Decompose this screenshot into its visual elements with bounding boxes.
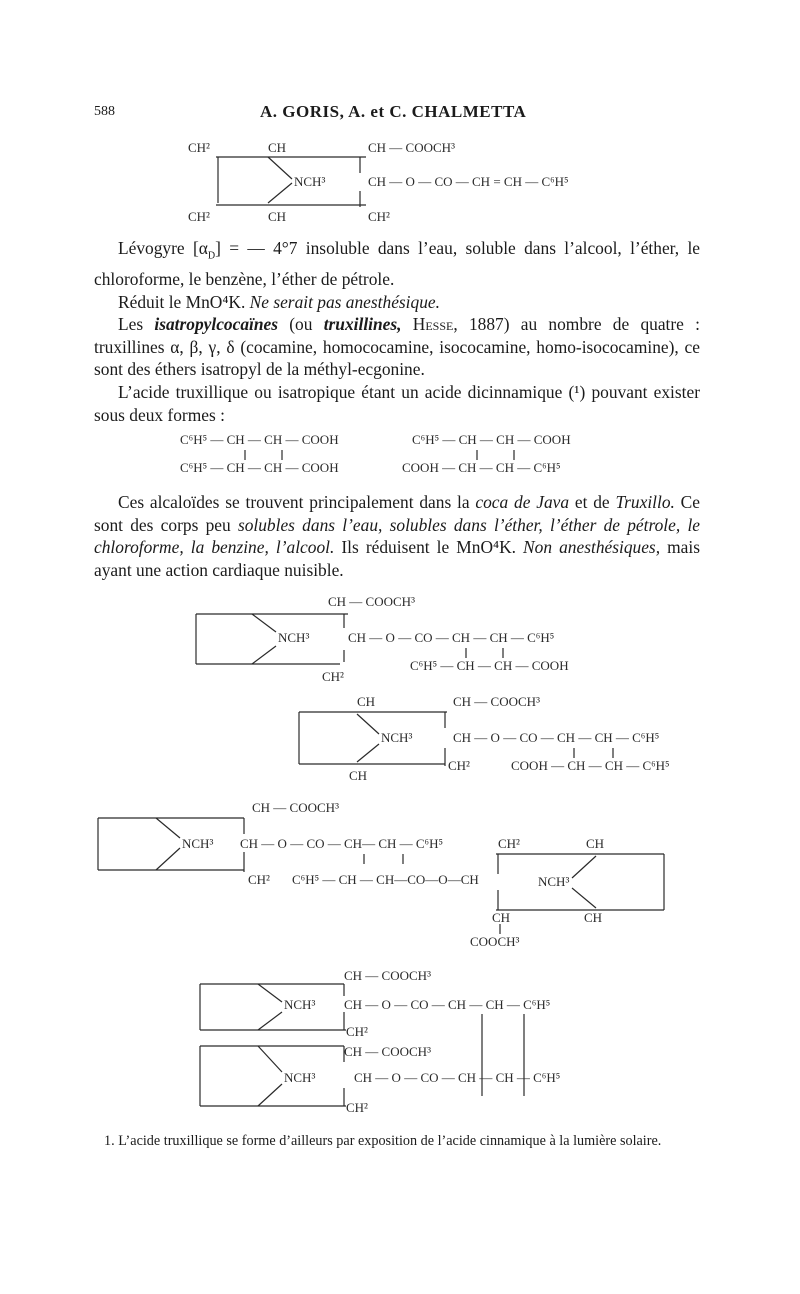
bond-line — [252, 646, 276, 664]
bond-line — [258, 984, 282, 1002]
truxillic-b-line2: COOH — CH — CH — C⁶H⁵ — [402, 460, 561, 475]
f2-top: CH — COOCH³ — [328, 594, 415, 609]
bond-line — [268, 183, 292, 203]
f5-mid1: CH — O — CO — CH — CH — C⁶H⁵ — [344, 997, 551, 1012]
f2-ch2: CH² — [322, 669, 344, 684]
f4-mid: CH — O — CO — CH— CH — C⁶H⁵ — [240, 836, 443, 851]
f4-ch2: CH² — [248, 872, 270, 887]
truxillic-a-line2: C⁶H⁵ — CH — CH — COOH — [180, 460, 339, 475]
f4-low: C⁶H⁵ — CH — CH—CO—O—CH — [292, 872, 479, 887]
body-text-2 — [94, 491, 700, 581]
bond-line — [357, 744, 379, 762]
f5-top2: CH — COOCH³ — [344, 1044, 431, 1059]
running-title: A. GORIS, A. et C. CHALMETTA — [260, 102, 527, 121]
formula-truxilline-5 — [196, 962, 636, 1120]
bond-line — [156, 818, 180, 838]
formula-truxilline-2 — [190, 592, 640, 688]
f1-ch2-top-left: CH² — [188, 140, 210, 155]
f5-nch3-1: NCH³ — [284, 997, 316, 1012]
paragraph-isatropylcocaines: Les isatropylcocaïnes (ou truxillines, Hesse, 1887) au nombre de quatre : truxillines α, β, γ, δ (cocamine, homococamine, isococamine, homo-isococamine), ce sont des éthers isatropyl de la méthyl-ecgonine. — [94, 314, 700, 380]
f3-mid: CH — O — CO — CH — CH — C⁶H⁵ — [453, 730, 660, 745]
truxillic-a-line1: C⁶H⁵ — CH — CH — COOH — [180, 432, 339, 447]
bond-line — [156, 848, 180, 870]
f3-ch-tl: CH — [357, 694, 376, 709]
f5-ch2b: CH² — [346, 1100, 368, 1115]
f3-ch2: CH² — [448, 758, 470, 773]
f1-ch-bottom: CH — [268, 209, 287, 224]
paragraph-levogyre: Lévogyre $[\alpha_D]$ = — 4°7 insoluble dans l’eau, soluble dans l’alcool, l’éther, le chloroforme, le benzène, l’éther de pétrole. — [94, 238, 700, 290]
bond-line — [258, 1084, 282, 1106]
bond-line — [268, 157, 292, 179]
f1-ester-chain: CH — O — CO — CH = CH — C⁶H⁵ — [368, 174, 569, 189]
formula-tropacocaine-cinnamyl — [170, 135, 650, 235]
f1-ch2-bottom-left: CH² — [188, 209, 210, 224]
f3-top: CH — COOCH³ — [453, 694, 540, 709]
paragraph-alcaloides: Ces alcaloïdes se trouvent principalement dans la coca de Java et de Truxillo. Ce sont des corps peu solubles dans l’eau, solubles dans l’éther, l’éther de pétrole, le chloroforme, la benzine, l’alcool. Ils réduisent le MnO⁴K. Non anesthésiques, mais ayant une action cardiaque nuisible. — [94, 492, 700, 580]
bond-line — [258, 1012, 282, 1030]
f2-low: C⁶H⁵ — CH — CH — COOH — [410, 658, 569, 673]
page-number: 588 — [94, 104, 115, 119]
f5-mid2: CH — O — CO — CH — CH — C⁶H⁵ — [354, 1070, 561, 1085]
f4-top: CH — COOCH³ — [252, 800, 339, 815]
paragraph-reduit: Réduit le MnO⁴K. Ne serait pas anesthésique. — [118, 291, 440, 312]
f5-nch3-2: NCH³ — [284, 1070, 316, 1085]
f5-ch2a: CH² — [346, 1024, 368, 1039]
footnote — [94, 1132, 700, 1151]
f3-low: COOH — CH — CH — C⁶H⁵ — [511, 758, 670, 773]
f4-ring-ch-br: CH — [584, 910, 603, 925]
paragraph-acide-truxillique: L’acide truxillique ou isatropique étant un acide dicinnamique (¹) pouvant exister sous deux formes : — [94, 382, 700, 425]
f1-ester-top: CH — COOCH³ — [368, 140, 455, 155]
f2-nch3: NCH³ — [278, 630, 310, 645]
footnote-1: 1. L’acide truxillique se forme d’ailleurs par exposition de l’acide cinnamique à la lumière solaire. — [104, 1133, 662, 1149]
truxillic-b-line1: C⁶H⁵ — CH — CH — COOH — [412, 432, 571, 447]
bond-line — [252, 614, 276, 632]
f4-ring-ch-bl: CH — [492, 910, 511, 925]
f4-ring-ch2: CH² — [498, 836, 520, 851]
f4-ring-ch: CH — [586, 836, 605, 851]
formula-truxilline-3 — [295, 690, 695, 786]
formula-truxillic-acid-forms — [180, 430, 640, 478]
f4-ring-cooch3: COOCH³ — [470, 934, 520, 949]
bond-line — [258, 1046, 282, 1072]
f1-ch2-bottom: CH² — [368, 209, 390, 224]
f4-nch3: NCH³ — [182, 836, 214, 851]
bond-line — [357, 714, 379, 734]
bond-line — [572, 888, 596, 908]
f5-top1: CH — COOCH³ — [344, 968, 431, 983]
f4-ring-nch3: NCH³ — [538, 874, 570, 889]
f1-ch-top: CH — [268, 140, 287, 155]
f3-ch-bl: CH — [349, 768, 368, 783]
formula-truxilline-4 — [94, 792, 694, 952]
f3-nch3: NCH³ — [381, 730, 413, 745]
page-header — [94, 104, 714, 130]
bond-line — [572, 856, 596, 878]
body-text-1 — [94, 237, 700, 426]
f2-mid: CH — O — CO — CH — CH — C⁶H⁵ — [348, 630, 555, 645]
f1-nch3: NCH³ — [294, 174, 326, 189]
